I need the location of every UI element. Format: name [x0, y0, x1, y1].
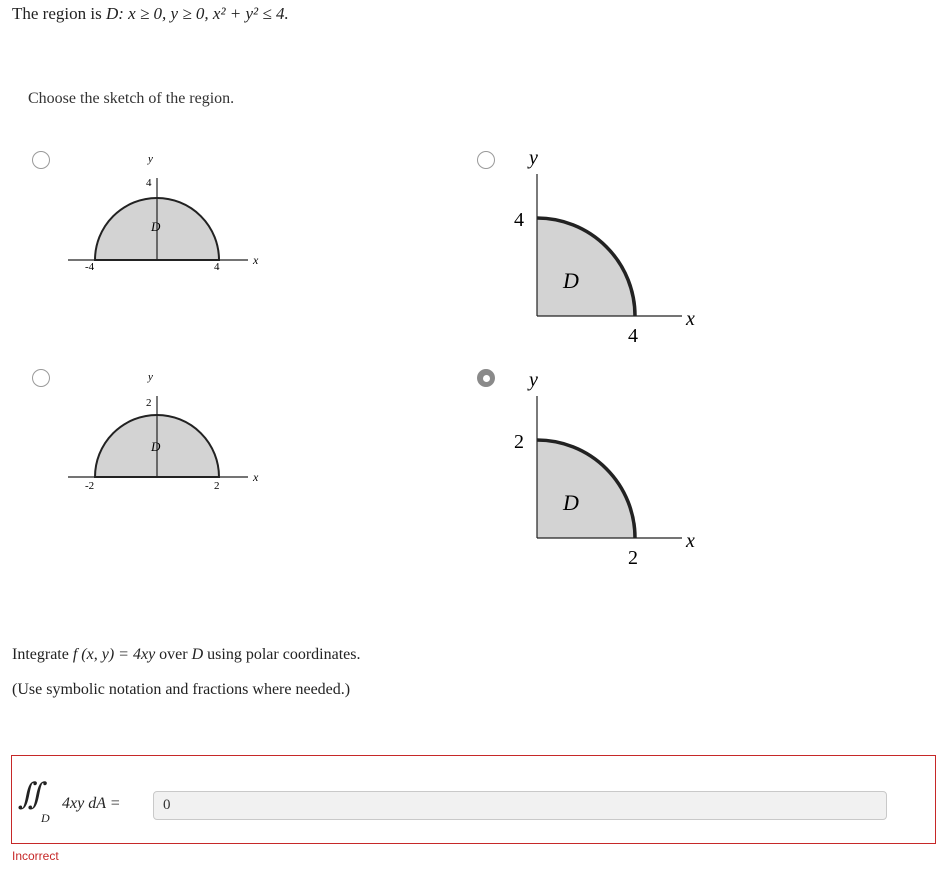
option-a-region-label: D — [151, 219, 161, 234]
integrate-function: f (x, y) = 4xy — [72, 646, 156, 663]
integrand-text: 4xy dA = — [62, 795, 121, 812]
option-d-pos-label: 2 — [628, 547, 638, 569]
integral-subscript: D — [41, 811, 50, 825]
option-a-y-label: y — [148, 153, 153, 165]
region-statement — [12, 4, 289, 24]
option-c-radio[interactable] — [32, 369, 50, 387]
option-c-pos-label: 2 — [214, 480, 220, 492]
option-c-r-label: 2 — [146, 397, 152, 409]
option-d-y-label: y — [529, 369, 538, 391]
integrate-instruction — [12, 646, 360, 664]
option-b-radio[interactable] — [477, 151, 495, 169]
question-prompt: Choose the sketch of the region. — [28, 90, 235, 107]
status-text: Incorrect — [12, 849, 59, 863]
option-a-neg-label: -4 — [85, 261, 95, 273]
region-definition: : x ≥ 0, y ≥ 0, x² + y² ≤ 4. — [118, 4, 289, 23]
option-c-region-label: D — [151, 439, 161, 454]
answer-input[interactable] — [153, 791, 887, 820]
option-b-r-label: 4 — [514, 209, 524, 231]
option-d-r-label: 2 — [514, 431, 524, 453]
integrate-after: using polar coordinates. — [203, 646, 361, 663]
option-c-neg-label: -2 — [85, 480, 95, 492]
option-b-region-label: D — [563, 268, 579, 293]
option-a-sketch — [60, 140, 270, 280]
option-b-y-label: y — [529, 147, 538, 169]
integrate-middle: over — [155, 646, 192, 663]
option-c-y-label: y — [148, 371, 153, 383]
region-prefix: The region is — [12, 4, 106, 23]
option-a-radio[interactable] — [32, 151, 50, 169]
option-a-x-label: x — [253, 253, 259, 267]
option-d-radio[interactable] — [477, 369, 495, 387]
option-b-sketch — [500, 140, 720, 350]
option-b-pos-label: 4 — [628, 325, 638, 347]
integrand-expression — [62, 795, 120, 813]
option-d-region-label: D — [563, 490, 579, 515]
option-d-sketch — [500, 362, 720, 572]
option-b-x-label: x — [686, 308, 695, 330]
option-c-sketch — [60, 360, 270, 500]
option-c-x-label: x — [253, 470, 259, 484]
integrate-domain: D — [191, 646, 204, 663]
integrate-before: Integrate — [12, 646, 73, 663]
option-a-pos-label: 4 — [214, 261, 220, 273]
option-a-r-label: 4 — [146, 177, 152, 189]
double-integral-sign: ∬ — [17, 778, 49, 811]
option-d-x-label: x — [686, 530, 695, 552]
region-symbol: D — [105, 4, 119, 23]
notation-note: (Use symbolic notation and fractions where needed.) — [12, 681, 351, 698]
